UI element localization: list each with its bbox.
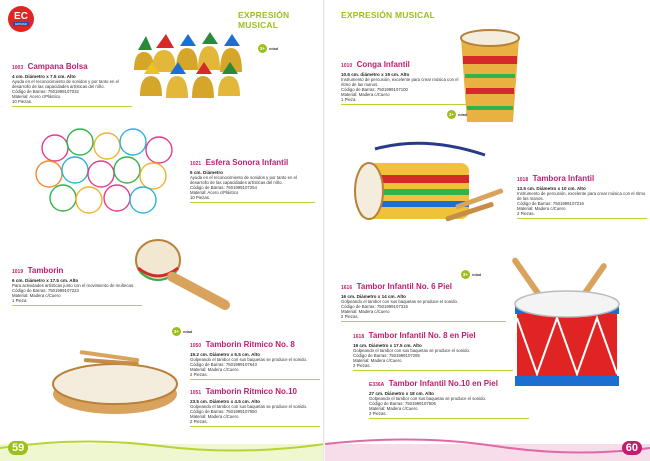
product-pieces: 2 Piezas. bbox=[190, 372, 208, 377]
age-badge bbox=[461, 270, 481, 279]
product-name: Tamborin Ritmico No.10 bbox=[205, 387, 297, 396]
divider-line bbox=[190, 426, 320, 427]
product-name: Tambor Infantil No. 8 en Piel bbox=[368, 331, 476, 340]
product-code: 1618 bbox=[353, 334, 365, 340]
product-dimensions: 13.5 cm. Diámetro x 10 cm. Alto bbox=[517, 186, 586, 191]
bottom-decoration bbox=[0, 430, 325, 461]
product-dimensions: 19.2 cm. Diámetro x 5.5 cm. Alto bbox=[190, 352, 261, 357]
product-pieces: 1 Pieza. bbox=[12, 298, 28, 303]
product-tambor-no8 bbox=[353, 329, 513, 371]
age-badge-label: edad bbox=[269, 46, 279, 51]
section-title: EXPRESIÓN MUSICAL bbox=[341, 10, 436, 20]
product-description: Para actividades artísticas junto con el movimiento de muñecas. bbox=[12, 283, 135, 288]
product-pieces: 10 Piezas. bbox=[190, 195, 211, 200]
product-dimensions: 19 cm. Diámetro x 17.5 cm. Alto bbox=[353, 343, 422, 348]
product-name: Tambora Infantil bbox=[532, 174, 595, 183]
product-material: Material: Madera c/Cuero bbox=[190, 414, 239, 419]
product-esfera-sonora bbox=[190, 156, 315, 203]
divider-line bbox=[341, 321, 506, 322]
product-material: Material: Madera c/Cuero bbox=[369, 406, 418, 411]
product-barcode: Código de Barras: 7501999107100 bbox=[341, 87, 408, 92]
product-dimensions: 10.6 cm. diámetro x 19 cm. Alto bbox=[341, 72, 410, 77]
product-material: Material: Madera c/Cuero bbox=[353, 358, 402, 363]
age-badge bbox=[447, 110, 467, 119]
product-name: Esfera Sonora Infantil bbox=[205, 158, 289, 167]
product-material: Material: Acero c/Plástico bbox=[190, 190, 239, 195]
divider-line bbox=[517, 218, 647, 219]
product-code: 1010 bbox=[341, 63, 353, 69]
product-description: Instrumento de percusión, excelente para crear música con el ritmo de las manos. bbox=[341, 77, 459, 87]
product-pieces: 1 Pieza. bbox=[341, 97, 357, 102]
age-badge-value: 3+ bbox=[448, 112, 455, 117]
product-dimensions: 4 cm. Diámetro x 7.5 cm. Alto bbox=[12, 74, 76, 79]
divider-line bbox=[190, 379, 320, 380]
tamborin-image bbox=[130, 232, 240, 312]
product-barcode: Código de Barras: 7501999107285 bbox=[353, 353, 420, 358]
product-name: Tamborin Ritmico No. 8 bbox=[205, 340, 295, 349]
product-barcode: Código de Barras: 7501999107506 bbox=[369, 401, 436, 406]
product-code: 1018 bbox=[517, 177, 529, 183]
product-name: Tambor Infantil No.10 en Piel bbox=[388, 379, 498, 388]
brand-logo bbox=[8, 6, 34, 32]
age-badge-value: 3+ bbox=[462, 272, 469, 277]
product-description: Golpeando el tambor con sus baquetas se produce el sonido. bbox=[341, 299, 459, 304]
product-description: Instrumento de percusión, excelente para crear música con el ritmo de las manos. bbox=[517, 191, 646, 201]
divider-line bbox=[341, 104, 466, 105]
right-page bbox=[325, 0, 650, 461]
product-conga-infantil bbox=[341, 58, 466, 105]
brand-logo-text: EC bbox=[14, 11, 28, 22]
divider-line bbox=[353, 370, 513, 371]
product-tambor-no10 bbox=[369, 377, 529, 419]
divider-line bbox=[12, 305, 142, 306]
product-barcode: Código de Barras: 7501999107223 bbox=[12, 288, 79, 293]
age-badge bbox=[258, 44, 278, 53]
product-description: Golpeando el tambor con sus baquetas se produce el sonido. bbox=[353, 348, 471, 353]
product-description: Golpeando el tambor con sus baquetas se produce el sonido. bbox=[190, 357, 308, 362]
product-name: Tambor Infantil No. 6 Piel bbox=[356, 282, 452, 291]
product-code: 1050 bbox=[190, 343, 202, 349]
product-barcode: Código de Barras: 7501999107315 bbox=[341, 304, 408, 309]
product-name: Campana Bolsa bbox=[27, 62, 88, 71]
product-description: Ayuda en el reconocimiento de sonidos y por tanto en el desarrollo de las capacidades artísticas del niño. bbox=[12, 79, 119, 89]
product-barcode: Código de Barras: 7501999107216 bbox=[517, 201, 584, 206]
divider-line bbox=[190, 202, 315, 203]
age-badge-value: 3+ bbox=[173, 329, 180, 334]
product-material: Material: Madera c/Cuero bbox=[341, 92, 390, 97]
product-pieces: 2 Piezas. bbox=[369, 411, 387, 416]
product-material: Material: Madera c/Cuero bbox=[190, 367, 239, 372]
age-badge bbox=[172, 327, 192, 336]
product-pieces: 2 Piezas. bbox=[353, 363, 371, 368]
product-code: 1051 bbox=[190, 390, 202, 396]
divider-line bbox=[369, 418, 529, 419]
product-code: 1003 bbox=[12, 65, 24, 71]
product-tamborin bbox=[12, 264, 142, 306]
product-material: Material: Madera c/Cuero bbox=[517, 206, 566, 211]
product-material: Material: Acero c/Plástico bbox=[12, 94, 61, 99]
bottom-decoration bbox=[325, 430, 650, 461]
product-code: 1019 bbox=[12, 269, 24, 275]
sound-spheres-image bbox=[35, 128, 185, 218]
product-dimensions: 16 cm. Diámetro x 14 cm. Alto bbox=[341, 294, 406, 299]
product-barcode: Código de Barras: 7501999107254 bbox=[190, 185, 257, 190]
product-pieces: 2 Piezas. bbox=[517, 211, 535, 216]
page-number: 60 bbox=[622, 441, 642, 455]
product-name: Tamborin bbox=[27, 266, 64, 275]
product-name: Conga Infantil bbox=[356, 60, 410, 69]
frame-drum-image bbox=[50, 350, 180, 420]
product-code: E336A bbox=[369, 382, 385, 388]
product-material: Material: Madera c/Cuero bbox=[12, 293, 61, 298]
page-number: 59 bbox=[8, 441, 28, 455]
product-description: Golpeando el tambor con sus baquetas se produce el sonido. bbox=[369, 396, 487, 401]
product-campana-bolsa bbox=[12, 60, 132, 107]
product-dimensions: 6 cm. Diámetro bbox=[190, 170, 223, 175]
product-dimensions: 27 cm. Diámetro x 18 cm. Alto bbox=[369, 391, 434, 396]
product-barcode: Código de Barras: 7501999107650 bbox=[190, 409, 257, 414]
product-barcode: Código de Barras: 7501999107032 bbox=[12, 89, 79, 94]
product-code: 1021 bbox=[190, 161, 202, 167]
age-badge-label: edad bbox=[472, 272, 482, 277]
product-pieces: 10 Piezas. bbox=[12, 99, 33, 104]
product-tamborin-ritmico-10 bbox=[190, 385, 320, 427]
product-description: Golpeando el tambor con sus baquetas se produce el sonido. bbox=[190, 404, 308, 409]
product-tamborin-ritmico-8 bbox=[190, 338, 320, 380]
product-tambor-no6 bbox=[341, 280, 506, 322]
product-dimensions: 23.5 cm. Diámetro x 4.5 cm. Alto bbox=[190, 399, 261, 404]
age-badge-value: 3+ bbox=[259, 46, 266, 51]
tambora-image bbox=[345, 145, 505, 235]
brand-logo-subtext: EDIMAR bbox=[15, 22, 27, 26]
product-description: Ayuda en el reconocimiento de sonidos y por tanto en el desarrollo de las capacidades artísticas del niño. bbox=[190, 175, 297, 185]
product-material: Material: Madera c/Cuero bbox=[341, 309, 390, 314]
age-badge-label: edad bbox=[458, 112, 468, 117]
product-tambora-infantil bbox=[517, 172, 647, 219]
section-title: EXPRESIÓN MUSICAL bbox=[238, 10, 290, 30]
bells-image bbox=[130, 30, 260, 100]
product-pieces: 2 Piezas. bbox=[341, 314, 359, 319]
product-code: 1616 bbox=[341, 285, 353, 291]
product-barcode: Código de Barras: 7501999107643 bbox=[190, 362, 257, 367]
product-dimensions: 6 cm. Diámetro x 17.5 cm. Alto bbox=[12, 278, 79, 283]
product-pieces: 2 Piezas. bbox=[190, 419, 208, 424]
divider-line bbox=[12, 106, 132, 107]
age-badge-label: edad bbox=[183, 329, 193, 334]
